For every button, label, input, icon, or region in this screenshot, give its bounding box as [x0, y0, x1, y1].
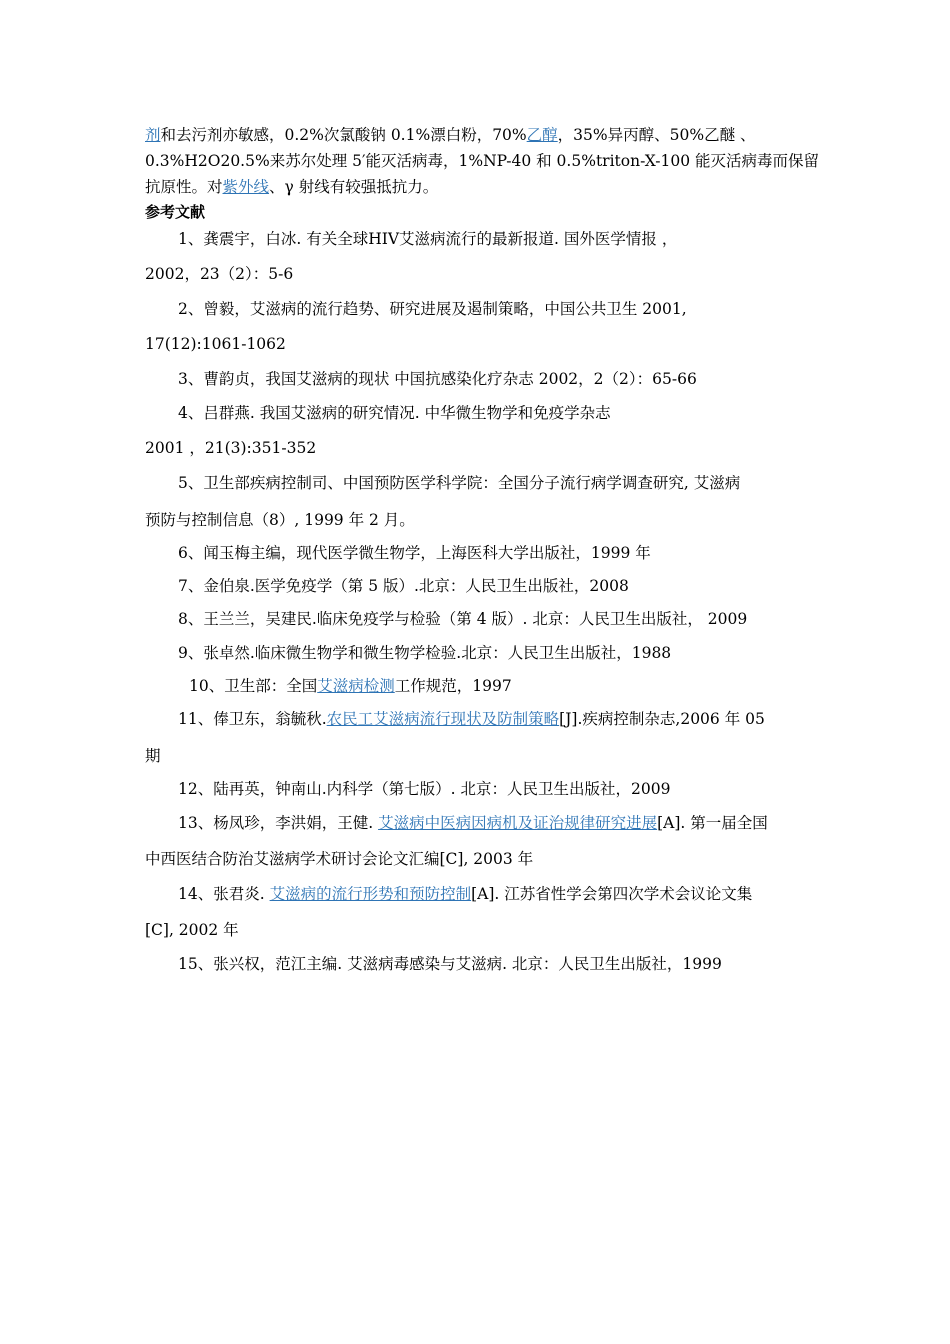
- reference-item: [178, 884, 752, 904]
- reference-item-cont: 17(12):1061-1062: [145, 335, 286, 353]
- reference-item: 1、龚震宇，白冰. 有关全球HIV艾滋病流行的最新报道. 国外医学情报 ，: [178, 230, 678, 248]
- intro-line-3: [145, 177, 438, 197]
- reference-item: 15、张兴权，范江主编. 艾滋病毒感染与艾滋病. 北京：人民卫生出版社，1999: [178, 955, 722, 973]
- reference-text: [J].疾病控制杂志,2006 年 05: [559, 710, 765, 728]
- reference-item-cont: 预防与控制信息（8）, 1999 年 2 月。: [145, 511, 415, 529]
- intro-text: ，35%异丙醇、50%乙醚 、: [557, 126, 756, 144]
- reference-item: 7、金伯泉.医学免疫学（第 5 版）.北京：人民卫生出版社，2008: [178, 577, 629, 595]
- reference-item: 12、陆再英，钟南山.内科学（第七版）. 北京：人民卫生出版社，2009: [178, 780, 671, 798]
- reference-item: 2、曾毅，艾滋病的流行趋势、研究进展及遏制策略，中国公共卫生 2001,: [178, 300, 687, 318]
- reference-text: [A]. 第一届全国: [657, 814, 768, 832]
- references-heading: 参考文献: [145, 203, 206, 221]
- link-ji[interactable]: 剂: [145, 126, 161, 144]
- reference-item: 6、闻玉梅主编，现代医学微生物学，上海医科大学出版社，1999 年: [178, 544, 651, 562]
- reference-text: 工作规范，1997: [394, 677, 512, 695]
- reference-item: 3、曹韵贞，我国艾滋病的现状 中国抗感染化疗杂志 2002，2（2）：65-66: [178, 370, 697, 388]
- reference-item: 9、张卓然.临床微生物学和微生物学检验.北京：人民卫生出版社，1988: [178, 644, 672, 662]
- link-ultraviolet[interactable]: 紫外线: [222, 178, 270, 196]
- reference-item-cont: 2002，23（2）：5-6: [145, 265, 294, 283]
- reference-text: 14、张君炎.: [178, 885, 270, 903]
- reference-item: [189, 676, 512, 696]
- link-ethanol[interactable]: 乙醇: [526, 126, 558, 144]
- intro-line-2: 0.3%H2O20.5%来苏尔处理 5′能灭活病毒，1%NP-40 和 0.5%triton-X-100 能灭活病毒而保留: [145, 152, 819, 170]
- reference-text: [A]. 江苏省性学会第四次学术会议论文集: [471, 885, 753, 903]
- link-migrant-workers-aids[interactable]: 农民工艾滋病流行现状及防制策略: [326, 710, 560, 728]
- reference-item-cont: [C], 2002 年: [145, 921, 239, 939]
- reference-item-cont: 2001 ，21(3):351-352: [145, 439, 317, 457]
- reference-item: 4、吕群燕. 我国艾滋病的研究情况. 中华微生物学和免疫学杂志: [178, 404, 611, 422]
- reference-item: 8、王兰兰，吴建民.临床免疫学与检验（第 4 版）. 北京：人民卫生出版社， 2009: [178, 610, 748, 628]
- intro-text: 抗原性。对: [145, 178, 223, 196]
- reference-item-cont: 期: [145, 747, 161, 765]
- reference-item: [178, 813, 768, 833]
- link-aids-epidemic-prevention[interactable]: 艾滋病的流行形势和预防控制: [269, 885, 472, 903]
- link-tcm-aids-research[interactable]: 艾滋病中医病因病机及证治规律研究进展: [378, 814, 658, 832]
- reference-text: 11、俸卫东，翁毓秋.: [178, 710, 327, 728]
- reference-text: 10、卫生部：全国: [189, 677, 318, 695]
- intro-line-1: [145, 125, 756, 145]
- reference-item: 5、卫生部疾病控制司、中国预防医学科学院：全国分子流行病学调查研究, 艾滋病: [178, 474, 741, 492]
- intro-text: 、γ 射线有较强抵抗力。: [269, 178, 439, 196]
- reference-item: [178, 709, 765, 729]
- reference-text: 13、杨凤珍，李洪娟，王健.: [178, 814, 379, 832]
- reference-item-cont: 中西医结合防治艾滋病学术研讨会论文汇编[C], 2003 年: [145, 850, 534, 868]
- link-aids-testing[interactable]: 艾滋病检测: [317, 677, 395, 695]
- intro-text: 和去污剂亦敏感，0.2%次氯酸钠 0.1%漂白粉，70%: [160, 126, 527, 144]
